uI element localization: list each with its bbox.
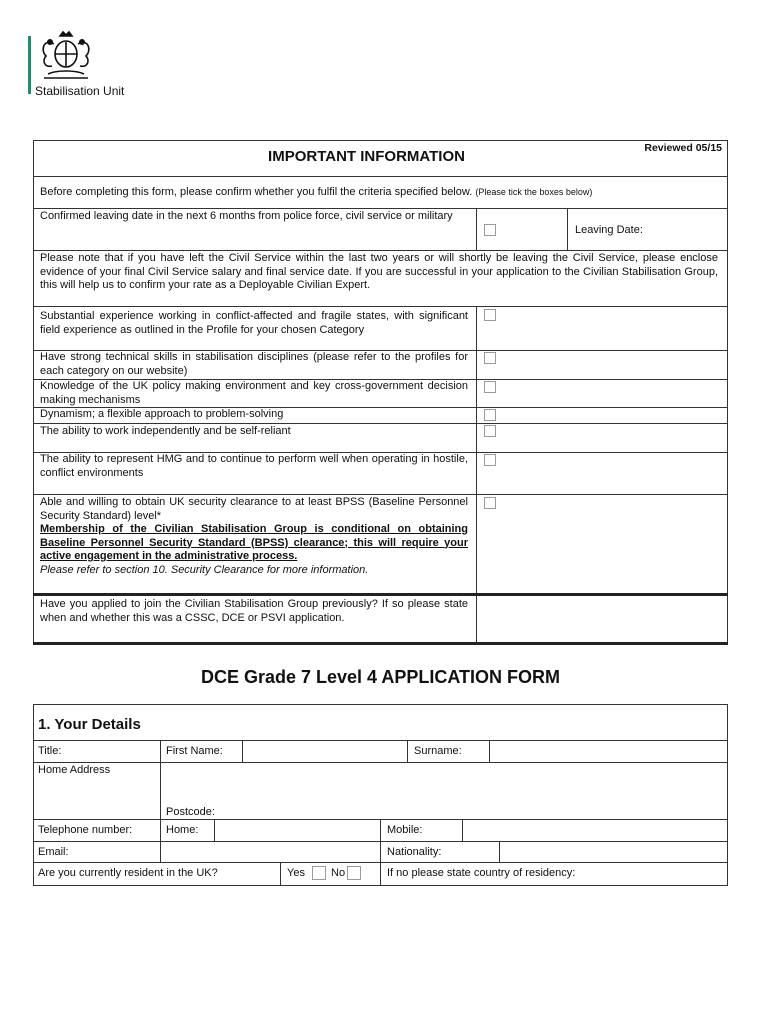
home-phone-field[interactable] [215,820,380,841]
postcode-label: Postcode: [166,806,215,818]
bpss-conditional-note: Membership of the Civilian Stabilisation Group is conditional on obtaining Baseline Personnel Security Standard (BPSS) clearance; this will require your active engagement in the administrative process. [40,523,468,562]
bpss-refer-note: Please refer to section 10. Security Clearance for more information. [40,563,369,576]
email-label: Email: [38,846,69,858]
email-field[interactable] [161,842,380,862]
nationality-field[interactable] [500,842,727,862]
leaving-date-question: Confirmed leaving date in the next 6 months from police force, civil service or military [40,210,453,222]
important-title: IMPORTANT INFORMATION [268,148,465,165]
bpss-checkbox[interactable] [484,497,496,509]
criterion-4-checkbox[interactable] [484,409,496,421]
no-label: No [331,867,346,879]
mobile-label: Mobile: [387,824,423,836]
yes-label: Yes [287,867,305,879]
criterion-5-checkbox[interactable] [484,425,496,437]
form-title: DCE Grade 7 Level 4 APPLICATION FORM [200,667,561,687]
telephone-label: Telephone number: [38,824,133,836]
intro-text: Before completing this form, please confirm whether you fulfil the criteria specified below. (Please tick the boxes below) [40,186,593,198]
logo-accent-bar [28,36,31,94]
criterion-2-checkbox[interactable] [484,352,496,364]
previous-application-question: Have you applied to join the Civilian Stabilisation Group previously? If so please state when and whether this was a CSSC, DCE or PSVI application. [40,598,468,624]
mobile-field[interactable] [463,820,727,841]
criterion-5: The ability to work independently and be self-reliant [40,425,291,437]
criterion-6-checkbox[interactable] [484,454,496,466]
first-name-label: First Name: [166,745,223,757]
criterion-4: Dynamism; a flexible approach to problem-solving [40,408,284,420]
leaving-date-checkbox[interactable] [484,224,496,236]
civil-service-note: Please note that if you have left the Civil Service within the last two years or will shortly be leaving the Civil Service, please enclose evidence of your final Civil Service salary and final service date. If you are successful in your application to the Civilian Stabilisation Group, this will help us to confirm your rate as a Deployable Civilian Expert. [40,252,718,291]
criterion-3-checkbox[interactable] [484,381,496,393]
previous-application-answer[interactable] [477,596,727,643]
nationality-label: Nationality: [387,846,442,858]
royal-crest-logo [36,30,96,84]
first-name-field[interactable] [243,741,407,762]
criterion-1-checkbox[interactable] [484,309,496,321]
criterion-2: Have strong technical skills in stabilisation disciplines (please refer to the profiles for each category on our website) [40,351,468,377]
leaving-date-label: Leaving Date: [575,224,643,236]
reviewed-date: Reviewed 05/15 [644,142,722,154]
home-address-field[interactable] [161,763,727,819]
country-of-residency-question: If no please state country of residency: [387,867,576,879]
surname-label: Surname: [414,745,462,757]
title-label: Title: [38,745,62,757]
criterion-6: The ability to represent HMG and to continue to perform well when operating in hostile, conflict environments [40,453,468,479]
surname-field[interactable] [490,741,727,762]
resident-no-checkbox[interactable] [347,866,361,880]
home-address-label: Home Address [38,764,111,776]
home-phone-label: Home: [166,824,199,836]
bpss-criterion: Able and willing to obtain UK security clearance to at least BPSS (Baseline Personnel Security Standard) level* Membership of the Civilian Stabilisation Group is conditional on obtaining Baseline Personnel Security Standard (BPSS) clearance; this will require your active engagement in the administrative process. Please refer to section 10. Security Clearance for more information. [40,496,468,576]
uk-resident-question: Are you currently resident in the UK? [38,867,218,879]
resident-yes-checkbox[interactable] [312,866,326,880]
section-1-title: 1. Your Details [38,716,141,733]
unit-name: Stabilisation Unit [35,84,125,98]
criterion-1: Substantial experience working in conflict-affected and fragile states, with significant field experience as outlined in the Profile for your chosen Category [40,310,468,336]
criterion-3: Knowledge of the UK policy making environment and key cross-government decision making mechanisms [40,380,468,406]
